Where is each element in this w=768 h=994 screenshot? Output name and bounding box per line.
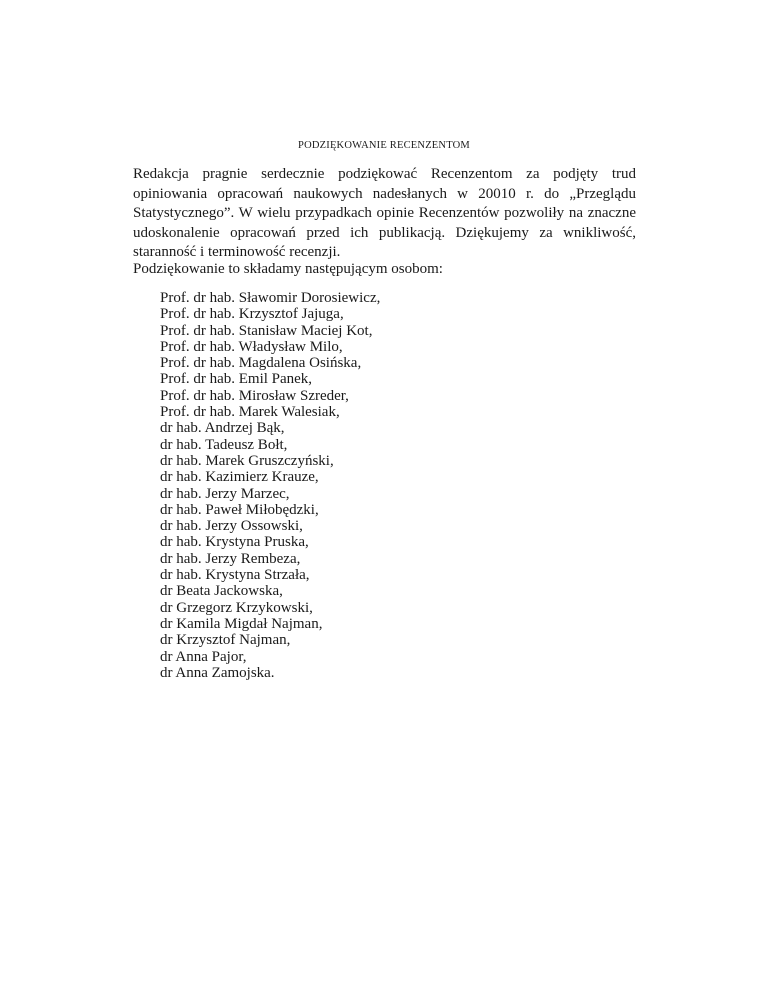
reviewer-item: dr hab. Jerzy Marzec, [160, 485, 290, 502]
reviewer-item: Prof. dr hab. Magdalena Osińska, [160, 355, 362, 372]
section-heading: PODZIĘKOWANIE RECENZENTOM [298, 140, 470, 151]
reviewer-item: dr hab. Marek Gruszczyński, [160, 452, 334, 469]
reviewer-item: dr hab. Kazimierz Krauze, [160, 469, 319, 486]
reviewer-item: Prof. dr hab. Sławomir Dorosiewicz, [160, 290, 381, 306]
reviewer-item: dr hab. Jerzy Rembeza, [160, 550, 301, 567]
reviewer-item: dr hab. Jerzy Ossowski, [160, 518, 303, 535]
reviewer-list [160, 290, 380, 681]
reviewer-item: Prof. dr hab. Mirosław Szreder, [160, 387, 349, 404]
reviewer-item: Prof. dr hab. Emil Panek, [160, 371, 313, 388]
reviewer-item: Prof. dr hab. Stanisław Maciej Kot, [160, 322, 373, 339]
reviewer-item: Prof. dr hab. Władysław Milo, [160, 338, 343, 355]
reviewer-item: Prof. dr hab. Marek Walesiak, [160, 404, 340, 421]
lead-sentence: Podziękowanie to składamy następującym osobom: [133, 261, 443, 277]
reviewer-item: dr Grzegorz Krzykowski, [160, 599, 313, 616]
reviewer-item: dr hab. Krystyna Pruska, [160, 534, 309, 551]
intro-paragraph: Redakcja pragnie serdecznie podziękować Recenzentom za podjęty trud opiniowania opracowań naukowych nadesłanych w 20010 r. do „Przeglądu Statystycznego”. W wielu przypadkach opinie Recenzentów pozwoliły na znaczne udoskonalenie opracowań przed ich publikacją. Dziękujemy za wnikliwość, staranność i terminowość recenzji. [133, 166, 636, 260]
reviewer-item: dr hab. Paweł Miłobędzki, [160, 501, 319, 518]
reviewer-item: dr Anna Pajor, [160, 648, 247, 665]
reviewer-item: dr Anna Zamojska. [160, 664, 275, 681]
reviewer-item: Prof. dr hab. Krzysztof Jajuga, [160, 306, 344, 323]
reviewer-item: dr hab. Andrzej Bąk, [160, 420, 285, 437]
reviewer-item: dr Krzysztof Najman, [160, 632, 291, 649]
reviewer-item: dr Beata Jackowska, [160, 583, 283, 600]
reviewer-item: dr hab. Krystyna Strzała, [160, 567, 310, 584]
reviewer-item: dr Kamila Migdał Najman, [160, 615, 323, 632]
reviewer-item: dr hab. Tadeusz Bołt, [160, 436, 288, 453]
